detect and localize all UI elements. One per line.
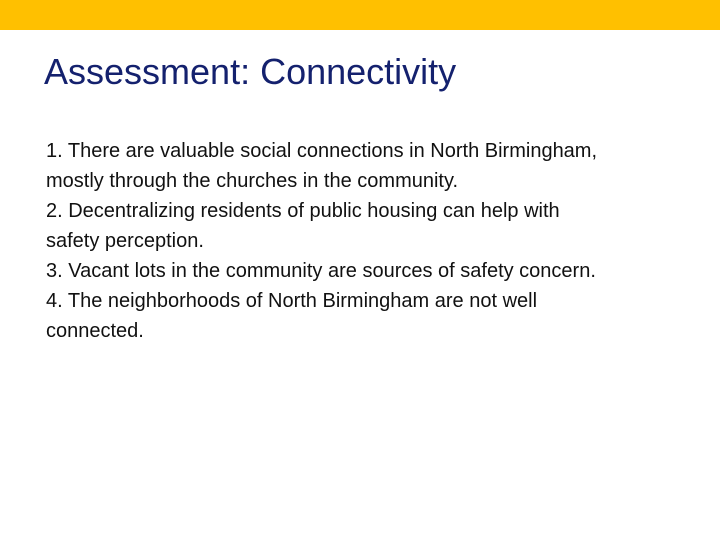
finding-item-3: 3. Vacant lots in the community are sources of safety concern.	[46, 260, 596, 282]
findings-list	[46, 136, 716, 346]
finding-item-1: 1. There are valuable social connections in North Birmingham, mostly through the churches in the community.	[46, 140, 598, 192]
finding-item-4: 4. The neighborhoods of North Birmingham are not well connected.	[46, 290, 538, 342]
top-accent-bar	[0, 0, 720, 30]
slide-title: Assessment: Connectivity	[44, 51, 457, 92]
finding-item-2: 2. Decentralizing residents of public housing can help with safety perception.	[46, 200, 560, 252]
